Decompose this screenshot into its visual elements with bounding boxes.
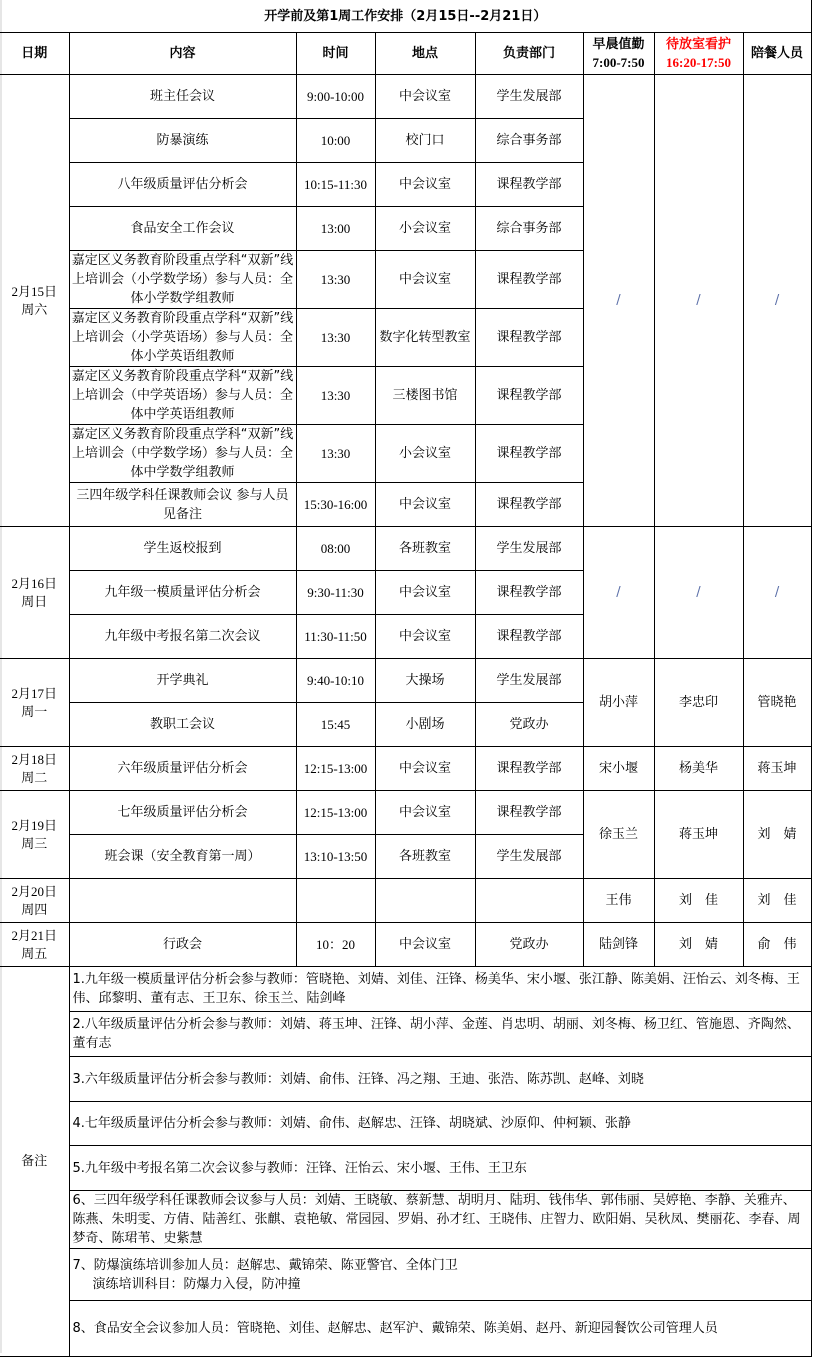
header-morning-duty-label: 早晨值勤: [592, 36, 645, 52]
duty-morning-cell: 宋小堰: [583, 747, 654, 791]
event-place: 中会议室: [375, 747, 475, 791]
header-row: [0, 33, 811, 75]
table-row: [0, 879, 811, 923]
date-cell: [0, 923, 69, 967]
duty-morning-cell: 徐玉兰: [583, 791, 654, 879]
event-department: 课程教学部: [475, 425, 583, 483]
event-place: 中会议室: [375, 75, 475, 119]
event-place: 大操场: [375, 659, 475, 703]
duty-meal-cell: 管晓艳: [743, 659, 811, 747]
event-content: 九年级中考报名第二次会议: [69, 615, 296, 659]
event-time: 9:40-10:10: [296, 659, 375, 703]
event-department: [475, 879, 583, 923]
duty-meal-cell: 俞 伟: [743, 923, 811, 967]
event-content: 嘉定区义务教育阶段重点学科“双新”线上培训会（小学数学场）参与人员：全体小学数学组教师: [69, 251, 296, 309]
duty-meal-cell: /: [743, 527, 811, 659]
note-row: [0, 1012, 811, 1057]
event-time: 13:30: [296, 367, 375, 425]
notes-label: 备注: [0, 967, 69, 1357]
note-row: [0, 1102, 811, 1146]
event-place: 数字化转型教室: [375, 309, 475, 367]
note-text: 3.六年级质量评估分析会参与教师：刘婧、俞伟、汪锋、冯之翔、王迪、张浩、陈苏凯、赵峰、刘晓: [72, 1071, 644, 1087]
event-time: 10:00: [296, 119, 375, 163]
event-time: 13:30: [296, 251, 375, 309]
event-place: 各班教室: [375, 527, 475, 571]
event-content: 嘉定区义务教育阶段重点学科“双新”线上培训会（中学数学场）参与人员：全体中学数学组教师: [69, 425, 296, 483]
event-time: 9:30-11:30: [296, 571, 375, 615]
note-row: [0, 1249, 811, 1301]
header-morning-duty-time: 7:00-7:50: [592, 54, 645, 70]
event-content: 六年级质量评估分析会: [69, 747, 296, 791]
date-cell: [0, 527, 69, 659]
event-content: 防暴演练: [69, 119, 296, 163]
note-item: [69, 1301, 811, 1357]
table-row: [0, 659, 811, 703]
note-item: [69, 1102, 811, 1146]
table-row: [0, 527, 811, 571]
date-label: 2月21日: [11, 927, 57, 943]
event-time: 9:00-10:00: [296, 75, 375, 119]
event-department: 课程教学部: [475, 483, 583, 527]
event-department: 课程教学部: [475, 309, 583, 367]
event-content: 三四年级学科任课教师会议 参与人员见备注: [69, 483, 296, 527]
header-morning-duty: [583, 33, 654, 75]
duty-waiting-cell: 刘 佳: [654, 879, 743, 923]
header-waiting-room: [654, 33, 743, 75]
date-label: 2月16日: [11, 575, 57, 591]
event-department: 学生发展部: [475, 835, 583, 879]
date-cell: [0, 747, 69, 791]
event-department: 学生发展部: [475, 659, 583, 703]
date-label: 2月15日: [11, 283, 57, 299]
duty-meal-cell: 蒋玉坤: [743, 747, 811, 791]
weekday-label: 周六: [21, 302, 48, 318]
event-department: 学生发展部: [475, 527, 583, 571]
event-content: 八年级质量评估分析会: [69, 163, 296, 207]
event-content: 班会课（安全教育第一周）: [69, 835, 296, 879]
note-item: [69, 1146, 811, 1191]
duty-waiting-cell: 蒋玉坤: [654, 791, 743, 879]
event-time: 15:45: [296, 703, 375, 747]
event-time: 13:30: [296, 309, 375, 367]
duty-morning-cell: 王伟: [583, 879, 654, 923]
duty-waiting-cell: /: [654, 75, 743, 527]
event-place: 三楼图书馆: [375, 367, 475, 425]
duty-morning-cell: /: [583, 75, 654, 527]
table-row: [0, 747, 811, 791]
event-content: 九年级一模质量评估分析会: [69, 571, 296, 615]
event-content: 行政会: [69, 923, 296, 967]
note-text: 7、防爆演练培训参加人员：赵解忠、戴锦荣、陈亚警官、全体门卫: [72, 1257, 458, 1273]
duty-morning-cell: 胡小萍: [583, 659, 654, 747]
event-content: 七年级质量评估分析会: [69, 791, 296, 835]
event-content: 嘉定区义务教育阶段重点学科“双新”线上培训会（中学英语场）参与人员：全体中学英语组教师: [69, 367, 296, 425]
header-department: 负责部门: [475, 33, 583, 75]
event-time: 10：20: [296, 923, 375, 967]
note-item: [69, 967, 811, 1012]
event-time: 12:15-13:00: [296, 791, 375, 835]
duty-meal-cell: 刘 婧: [743, 791, 811, 879]
event-department: 课程教学部: [475, 163, 583, 207]
event-department: 课程教学部: [475, 791, 583, 835]
event-content: 食品安全工作会议: [69, 207, 296, 251]
date-cell: [0, 659, 69, 747]
event-content: 教职工会议: [69, 703, 296, 747]
note-text: 2.八年级质量评估分析会参与教师：刘婧、蒋玉坤、汪锋、胡小萍、金莲、肖忠明、胡丽、刘冬梅、杨卫红、管施恩、齐陶然、董有志: [72, 1017, 800, 1051]
note-item: [69, 1191, 811, 1249]
header-meal-companion: 陪餐人员: [743, 33, 811, 75]
event-department: 课程教学部: [475, 615, 583, 659]
event-department: 学生发展部: [475, 75, 583, 119]
event-content: 开学典礼: [69, 659, 296, 703]
note-row: [0, 1146, 811, 1191]
event-place: 小剧场: [375, 703, 475, 747]
event-time: 11:30-11:50: [296, 615, 375, 659]
event-time: 13:00: [296, 207, 375, 251]
event-time: [296, 879, 375, 923]
header-content: 内容: [69, 33, 296, 75]
weekday-label: 周一: [21, 704, 48, 720]
event-place: 中会议室: [375, 163, 475, 207]
event-place: 中会议室: [375, 923, 475, 967]
date-label: 2月20日: [11, 883, 57, 899]
date-cell: [0, 75, 69, 527]
header-waiting-room-time: 16:20-17:50: [666, 54, 731, 70]
event-content: 班主任会议: [69, 75, 296, 119]
note-text-line2: 演练培训科目：防爆力入侵，防冲撞: [92, 1276, 301, 1292]
duty-waiting-cell: 刘 婧: [654, 923, 743, 967]
header-time: 时间: [296, 33, 375, 75]
event-department: 党政办: [475, 923, 583, 967]
event-time: 12:15-13:00: [296, 747, 375, 791]
date-label: 2月17日: [11, 685, 57, 701]
event-time: 13:10-13:50: [296, 835, 375, 879]
note-text: 6、三四年级学科任课教师会议参与人员：刘婧、王晓敏、蔡新慧、胡明月、陆玥、钱伟华、郭伟丽、吴婷艳、李静、关雅卉、陈燕、朱明雯、方倩、陆善红、张麒、袁艳敏、常园园、罗娟、孙才红、王晓伟、庄智力、欧阳娟、吴秋凤、樊丽花、李春、周梦奇、陈珺苇、史紫慧: [72, 1193, 801, 1246]
event-department: 课程教学部: [475, 747, 583, 791]
note-row: [0, 1191, 811, 1249]
event-department: 综合事务部: [475, 119, 583, 163]
event-place: 中会议室: [375, 251, 475, 309]
title-row: [0, 0, 811, 33]
note-item: [69, 1249, 811, 1301]
duty-meal-cell: 刘 佳: [743, 879, 811, 923]
event-place: 小会议室: [375, 207, 475, 251]
event-time: 15:30-16:00: [296, 483, 375, 527]
event-time: 13:30: [296, 425, 375, 483]
duty-morning-cell: 陆剑锋: [583, 923, 654, 967]
note-item: [69, 1057, 811, 1102]
event-content: 嘉定区义务教育阶段重点学科“双新”线上培训会（小学英语场）参与人员：全体小学英语组教师: [69, 309, 296, 367]
note-item: [69, 1012, 811, 1057]
note-row: [0, 1057, 811, 1102]
event-time: 08:00: [296, 527, 375, 571]
note-text: 8、食品安全会议参加人员：管晓艳、刘佳、赵解忠、赵军沪、戴锦荣、陈美娟、赵丹、新迎园餐饮公司管理人员: [72, 1321, 718, 1336]
event-place: 校门口: [375, 119, 475, 163]
note-row: [0, 967, 811, 1012]
event-place: 各班教室: [375, 835, 475, 879]
event-department: 课程教学部: [475, 251, 583, 309]
event-department: 党政办: [475, 703, 583, 747]
table-row: [0, 75, 811, 119]
note-text: 5.九年级中考报名第二次会议参与教师：汪锋、汪怡云、宋小堰、王伟、王卫东: [72, 1160, 527, 1176]
page-title: 开学前及第1周工作安排（2月15日--2月21日）: [0, 0, 811, 33]
event-time: 10:15-11:30: [296, 163, 375, 207]
event-place: [375, 879, 475, 923]
table-row: [0, 791, 811, 835]
weekday-label: 周五: [21, 946, 48, 962]
date-label: 2月19日: [11, 817, 57, 833]
weekday-label: 周三: [21, 836, 48, 852]
duty-morning-cell: /: [583, 527, 654, 659]
event-place: 中会议室: [375, 483, 475, 527]
event-content: [69, 879, 296, 923]
note-text: 1.九年级一模质量评估分析会参与教师：管晓艳、刘婧、刘佳、汪锋、杨美华、宋小堰、张江静、陈美娟、汪怡云、刘冬梅、王伟、邱黎明、董有志、王卫东、徐玉兰、陆剑峰: [72, 972, 800, 1006]
weekday-label: 周四: [21, 902, 48, 918]
note-text: 4.七年级质量评估分析会参与教师：刘婧、俞伟、赵解忠、汪锋、胡晓斌、沙原仰、仲柯颖、张静: [72, 1116, 631, 1131]
weekday-label: 周日: [21, 594, 48, 610]
header-waiting-room-label: 待放室看护: [665, 36, 731, 52]
header-date: 日期: [0, 33, 69, 75]
date-cell: [0, 879, 69, 923]
duty-waiting-cell: 杨美华: [654, 747, 743, 791]
header-place: 地点: [375, 33, 475, 75]
event-content: 学生返校报到: [69, 527, 296, 571]
event-department: 综合事务部: [475, 207, 583, 251]
event-place: 小会议室: [375, 425, 475, 483]
note-row: [0, 1301, 811, 1357]
event-department: 课程教学部: [475, 367, 583, 425]
duty-waiting-cell: 李忠印: [654, 659, 743, 747]
event-place: 中会议室: [375, 571, 475, 615]
event-department: 课程教学部: [475, 571, 583, 615]
duty-waiting-cell: /: [654, 527, 743, 659]
event-place: 中会议室: [375, 791, 475, 835]
date-label: 2月18日: [11, 751, 57, 767]
table-row: [0, 923, 811, 967]
duty-meal-cell: /: [743, 75, 811, 527]
event-place: 中会议室: [375, 615, 475, 659]
date-cell: [0, 791, 69, 879]
weekday-label: 周二: [21, 770, 48, 786]
